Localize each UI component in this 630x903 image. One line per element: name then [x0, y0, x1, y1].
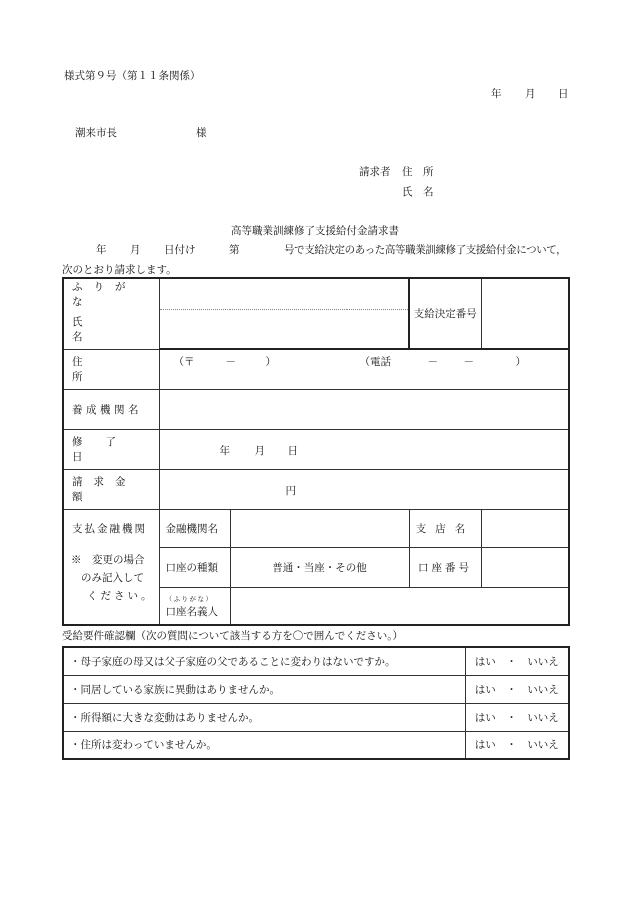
completion-label-cell [63, 429, 159, 469]
furigana-label: ふりがな [72, 281, 137, 308]
requirement-answer[interactable]: はい ・ いいえ [465, 703, 569, 731]
account-number-label-cell [409, 547, 481, 587]
institution-label-cell [63, 389, 159, 429]
amount-label: 請求金額 [72, 476, 137, 503]
intro-dated: 日付け [164, 244, 196, 256]
account-number-field[interactable] [481, 547, 569, 587]
requirement-answer[interactable]: はい ・ いいえ [465, 647, 569, 675]
intro-dai: 第 [229, 244, 240, 256]
requirements-heading: 受給要件確認欄（次の質問について該当する方を〇で囲んでください。） [62, 630, 404, 642]
date-month: 月 [525, 88, 536, 100]
institution-field[interactable] [159, 389, 569, 429]
branch-label: 支店名 [415, 522, 475, 535]
requirement-question: ・住所は変わっていませんか。 [63, 731, 465, 759]
account-number-label: 口座番号 [418, 561, 472, 574]
addressee-name: 潮来市長 [75, 127, 117, 139]
amount-field[interactable] [159, 469, 569, 509]
account-type-value: 普通・当座・その他 [272, 561, 367, 574]
completion-month: 月 [254, 444, 265, 457]
requirement-question: ・所得額に大きな変動はありませんか。 [63, 703, 465, 731]
completion-field[interactable] [159, 429, 569, 469]
claimant-role: 請求者 [359, 166, 391, 178]
intro-year: 年 [96, 244, 107, 256]
postal-open: （〒 [173, 356, 195, 368]
holder-label: 口座名義人 [165, 605, 218, 618]
bank-note-line1: ※ 変更の場合 [71, 554, 145, 566]
tel-dash-2: － [463, 356, 474, 368]
requirement-row [63, 731, 569, 759]
decision-number-label: 支給決定番号 [413, 308, 477, 320]
date-year: 年 [491, 88, 502, 100]
tel-close: ） [515, 356, 526, 368]
addressee-honorific: 様 [196, 127, 207, 139]
form-number: 様式第９号（第１１条関係） [64, 70, 201, 82]
amount-unit: 円 [285, 484, 296, 497]
bank-name-label-cell [159, 509, 230, 547]
intro-month: 月 [130, 244, 141, 256]
decision-number-field[interactable] [481, 278, 569, 349]
postal-dash: － [225, 356, 236, 368]
intro-line2: 次のとおり請求します。 [62, 264, 177, 276]
holder-label-cell [159, 587, 230, 625]
bank-note-line3: ください。 [87, 590, 155, 602]
address-label-cell [63, 349, 159, 389]
holder-ruby: （ふりがな） [165, 594, 214, 603]
name-label-cell [63, 309, 159, 349]
holder-field[interactable] [230, 587, 569, 625]
branch-field[interactable] [481, 509, 569, 547]
completion-year: 年 [219, 444, 230, 457]
bank-label-cell [63, 509, 159, 547]
amount-label-cell [63, 469, 159, 509]
requirement-row [63, 647, 569, 675]
name-label: 氏名 [72, 315, 153, 343]
intro-rest: 号で支給決定のあった高等職業訓練修了支援給付金について， [284, 244, 567, 256]
bank-note-cell [63, 547, 159, 625]
account-type-label: 口座の種類 [165, 561, 218, 574]
requirement-row [63, 703, 569, 731]
account-type-label-cell [159, 547, 230, 587]
address-label: 住所 [72, 356, 141, 383]
requirement-answer[interactable]: はい ・ いいえ [465, 731, 569, 759]
address-field[interactable] [159, 349, 569, 389]
institution-label: 養成機関名 [72, 403, 142, 416]
application-table [62, 277, 570, 626]
document-title: 高等職業訓練修了支援給付金請求書 [231, 225, 399, 237]
claimant-address-label: 住 所 [402, 166, 434, 178]
furigana-label-cell [63, 278, 159, 309]
tel-open: （電話 [359, 356, 391, 368]
account-type-field[interactable] [230, 547, 409, 587]
bank-label: 支払金融機関 [72, 522, 147, 535]
branch-label-cell [409, 509, 481, 547]
completion-day: 日 [287, 444, 298, 457]
requirement-answer[interactable]: はい ・ いいえ [465, 675, 569, 703]
decision-number-label-cell [409, 278, 481, 349]
bank-name-field[interactable] [230, 509, 409, 547]
bank-note-line2: のみ記入して [81, 572, 144, 584]
tel-dash-1: － [427, 356, 438, 368]
furigana-field[interactable] [159, 278, 409, 309]
claimant-name-label: 氏 名 [402, 186, 434, 198]
requirements-table [62, 646, 570, 760]
postal-close: ） [265, 356, 276, 368]
requirement-row [63, 675, 569, 703]
date-day: 日 [558, 88, 569, 100]
requirement-question: ・同居している家族に異動はありませんか。 [63, 675, 465, 703]
requirement-question: ・母子家庭の母又は父子家庭の父であることに変わりはないですか。 [63, 647, 465, 675]
bank-name-label: 金融機関名 [165, 522, 218, 535]
completion-label: 修了日 [72, 436, 139, 463]
name-field[interactable] [159, 309, 409, 349]
